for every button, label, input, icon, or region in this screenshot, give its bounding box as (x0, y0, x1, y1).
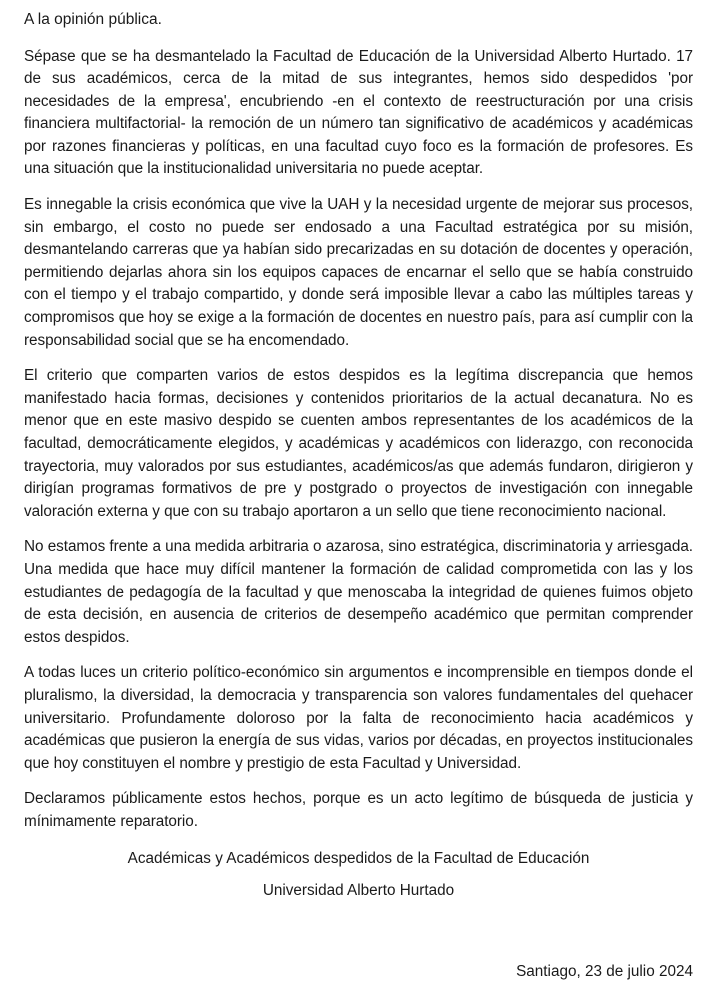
paragraph-4: No estamos frente a una medida arbitraria o azarosa, sino estratégica, discriminatoria y arriesgada. Una medida que hace muy difícil mantener la formación de calidad comprometida con las y los estudiantes de pedagogía de la facultad y que menoscaba la integridad de quienes fuimos objeto de esta decisión, en ausencia de criterios de desempeño académico que permitan comprender estos despidos. (24, 538, 693, 646)
paragraph-5: A todas luces un criterio político-económico sin argumentos e incomprensible en tiempos donde el pluralismo, la diversidad, la democracia y transparencia son valores fundamentales del quehacer universitario. Profundamente doloroso por la falta de reconocimiento hacia académicos y académicas que pusieron la energía de sus vidas, varios por décadas, en proyectos institucionales que hoy constituyen el nombre y prestigio de esta Facultad y Universidad. (24, 664, 693, 772)
letter-body (24, 8, 693, 902)
paragraph-3: El criterio que comparten varios de estos despidos es la legítima discrepancia que hemos manifestado hacia formas, decisiones y contenidos prioritarios de la actual decanatura. No es menor que en este masivo despido se cuenten ambos representantes de los académicos de la facultad, democráticamente elegidos, y académicas y académicos con liderazgo, con reconocida trayectoria, muy valorados por sus estudiantes, académicos/as que además fundaron, dirigieron y dirigían programas formativos de pre y postgrado o proyectos de investigación con innegable valoración externa y que con su trabajo aportaron a un sello que tiene reconocimiento nacional. (24, 367, 693, 520)
salutation: A la opinión pública. (24, 11, 162, 28)
paragraph-6: Declaramos públicamente estos hechos, porque es un acto legítimo de búsqueda de justicia y mínimamente reparatorio. (24, 790, 693, 830)
signature-line-2: Universidad Alberto Hurtado (262, 881, 455, 899)
paragraph-2: Es innegable la crisis económica que vive la UAH y la necesidad urgente de mejorar sus procesos, sin embargo, el costo no puede ser endosado a una Facultad estratégica por su misión, desmantelando carreras que ya habían sido precarizadas en su dotación de docentes y operación, permitiendo dejarlas ahora sin los equipos capaces de encarnar el sello que se había construido con el tiempo y el trabajo compartido, y donde será imposible llevar a cabo las múltiples tareas y compromisos que hoy se exige a la formación de docentes en nuestro país, para así cumplir con la responsabilidad social que se ha encomendado. (24, 196, 693, 349)
date-line: Santiago, 23 de julio 2024 (516, 963, 693, 980)
signature-line-1: Académicas y Académicos despedidos de la Facultad de Educación (127, 849, 590, 867)
paragraph-1: Sépase que se ha desmantelado la Facultad de Educación de la Universidad Alberto Hurtado. 17 de sus académicos, cerca de la mitad de sus integrantes, hemos sido despedidos 'por necesidades de la empresa', encubriendo -en el contexto de reestructuración por una crisis financiera multifactorial- la remoción de un número tan significativo de académicos y académicas por razones financieras y políticas, en una facultad cuyo foco es la formación de profesores. Es una situación que la institucionalidad universitaria no puede aceptar. (24, 47, 693, 178)
